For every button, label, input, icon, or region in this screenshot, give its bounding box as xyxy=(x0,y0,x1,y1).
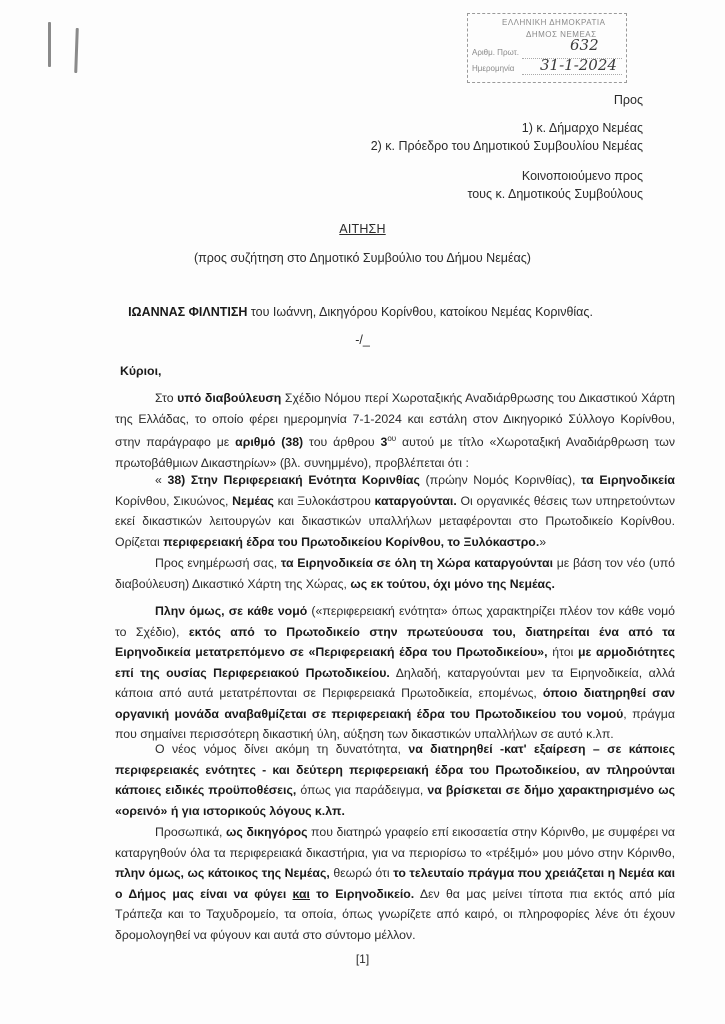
stamp-date-label: Ημερομηνία xyxy=(472,64,515,73)
stamp-dotted-line xyxy=(522,74,622,75)
page-number: [1] xyxy=(355,952,370,966)
to-label: Προς xyxy=(613,93,643,107)
paragraph-3: Προς ενημέρωσή σας, τα Ειρηνοδικεία σε όλη τη Χώρα καταργούνται με βάση τον νέο (υπό διαβούλευση) Δικαστικό Χάρτη της Χώρας, ως εκ τούτου, όχι μόνο της Νεμέας. xyxy=(115,556,676,591)
sender-line xyxy=(0,305,723,319)
paragraph-6: Προσωπικά, ως δικηγόρος που διατηρώ γραφείο επί εικοσαετία στην Κόρινθο, με συμφέρει να καταργηθούν όλα τα περιφερειακά δικαστήρια, για να περιορίσω το «τρέξιμό» μου μόνο στην Κόρινθο, πλην όμως, ως κάτοικος της Νεμέας, θεωρώ ότι το τελευταίο πράγμα που χρειάζεται η Νεμέα και ο Δήμος μας είναι να φύγει και το Ειρηνοδικείο. Δεν θα μας μείνει τίποτα πια εκτός από μία Τράπεζα και το Ταχυδρομείο, τα οποία, όπως γνωρίζετε από καιρό, οι πληροφορίες λένε ότι έχουν δρομολογηθεί να φύγουν και αυτά στο σύντομο μέλλον. xyxy=(115,825,675,942)
stamp-date: 31-1-2024 xyxy=(540,56,617,74)
quoted-provision: « 38) Στην Περιφερειακή Ενότητα Κορινθίας (πρώην Νομός Κορινθίας), τα Ειρηνοδικεία Κορίνθου, Σικυώνος, Νεμέας και Ξυλοκάστρου καταργούνται. Οι οργανικές θέσεις των υπηρετούντων εκεί δικαστικών λειτουργών και δικαστικών υπαλλήλων μεταφέρονται στο Πρωτοδικείο Κορίνθου. Ορίζεται περιφερειακή έδρα του Πρωτοδικείου Κορίνθου, το Ξυλόκαστρο.» xyxy=(115,473,675,549)
paragraph-1: Στο υπό διαβούλευση Σχέδιο Νόμου περί Χωροταξικής Αναδιάρθρωσης του Δικαστικού Χάρτη της Ελλάδας, το οποίο φέρει ημερομηνία 7-1-2024 και εστάλη στον Δικηγορικό Σύλλογο Κορίνθου, στην παράγραφο με αριθμό (38) του άρθρου $3^{o\upsilon}$ αυτού με τίτλο «Χωροταξική Αναδιάρθρωση των πρωτοβάθμιων Δικαστηρίων» (βλ. συνημμένο), προβλέπεται ότι : xyxy=(115,391,676,470)
cc-recipients: τους κ. Δημοτικούς Συμβούλους xyxy=(467,187,643,201)
document-title: ΑΙΤΗΣΗ xyxy=(339,222,386,236)
binder-mark-left xyxy=(48,22,51,67)
recipient-2: 2) κ. Πρόεδρο του Δημοτικού Συμβουλίου Νεμέας xyxy=(370,139,643,153)
binder-mark-right xyxy=(74,28,79,73)
registry-stamp xyxy=(467,13,627,83)
salutation: Κύριοι, xyxy=(120,364,162,378)
recipient-1: 1) κ. Δήμαρχο Νεμέας xyxy=(521,121,643,135)
separator-mark: -/_ xyxy=(355,333,370,347)
paragraph-4: Πλην όμως, σε κάθε νομό («περιφερειακή ενότητα» όπως χαρακτηρίζει πλέον τον κάθε νομό το Σχέδιο), εκτός από το Πρωτοδικείο στην πρωτεύουσα του, διατηρείται ένα από τα Ειρηνοδικεία μετατρεπόμενο σε «Περιφερειακή έδρα του Πρωτοδικείου», ήτοι με αρμοδιότητες επί της ουσίας Περιφερειακού Πρωτοδικείου. Δηλαδή, καταργούνται μεν τα Ειρηνοδικεία, αλλά κάποια από αυτά μετατρέπονται σε Περιφερειακά Πρωτοδικεία, επομένως, όποιο διατηρηθεί σαν οργανική μονάδα αναβαθμίζεται σε περιφερειακή έδρα του Πρωτοδικείου του νομού, πράγμα που σημαίνει περισσότερη δικαστική ύλη, αύξηση των δικαστικών υπαλλήλων σε αυτό κ.λπ. xyxy=(115,604,675,741)
paragraph-5: Ο νέος νόμος δίνει ακόμη τη δυνατότητα, να διατηρηθεί -κατ' εξαίρεση – σε κάποιες περιφερειακές ενότητες - και δεύτερη περιφερειακή έδρα του Πρωτοδικείου, αν πληρούνται κάποιες ειδικές προϋποθέσεις, όπως για παράδειγμα, να βρίσκεται σε δήμο χαρακτηρισμένο ως «ορεινό» ή για ιστορικούς λόγους κ.λπ. xyxy=(115,742,676,818)
stamp-line-2: ΔΗΜΟΣ ΝΕΜΕΑΣ xyxy=(526,30,597,39)
cc-label: Κοινοποιούμενο προς xyxy=(521,169,643,183)
stamp-protocol-number: 632 xyxy=(570,36,599,54)
sender-details: του Ιωάννη, Δικηγόρου Κορίνθου, κατοίκου Νεμέας Κορινθίας. xyxy=(247,305,593,319)
document-subtitle: (προς συζήτηση στο Δημοτικό Συμβούλιο του Δήμου Νεμέας) xyxy=(194,251,531,265)
stamp-line-1: ΕΛΛΗΝΙΚΗ ΔΗΜΟΚΡΑΤΙΑ xyxy=(502,18,606,27)
stamp-protocol-label: Αριθμ. Πρωτ. xyxy=(472,48,520,57)
sender-name: ΙΩΑΝΝΑΣ ΦΙΛΝΤΙΣΗ xyxy=(128,305,248,319)
